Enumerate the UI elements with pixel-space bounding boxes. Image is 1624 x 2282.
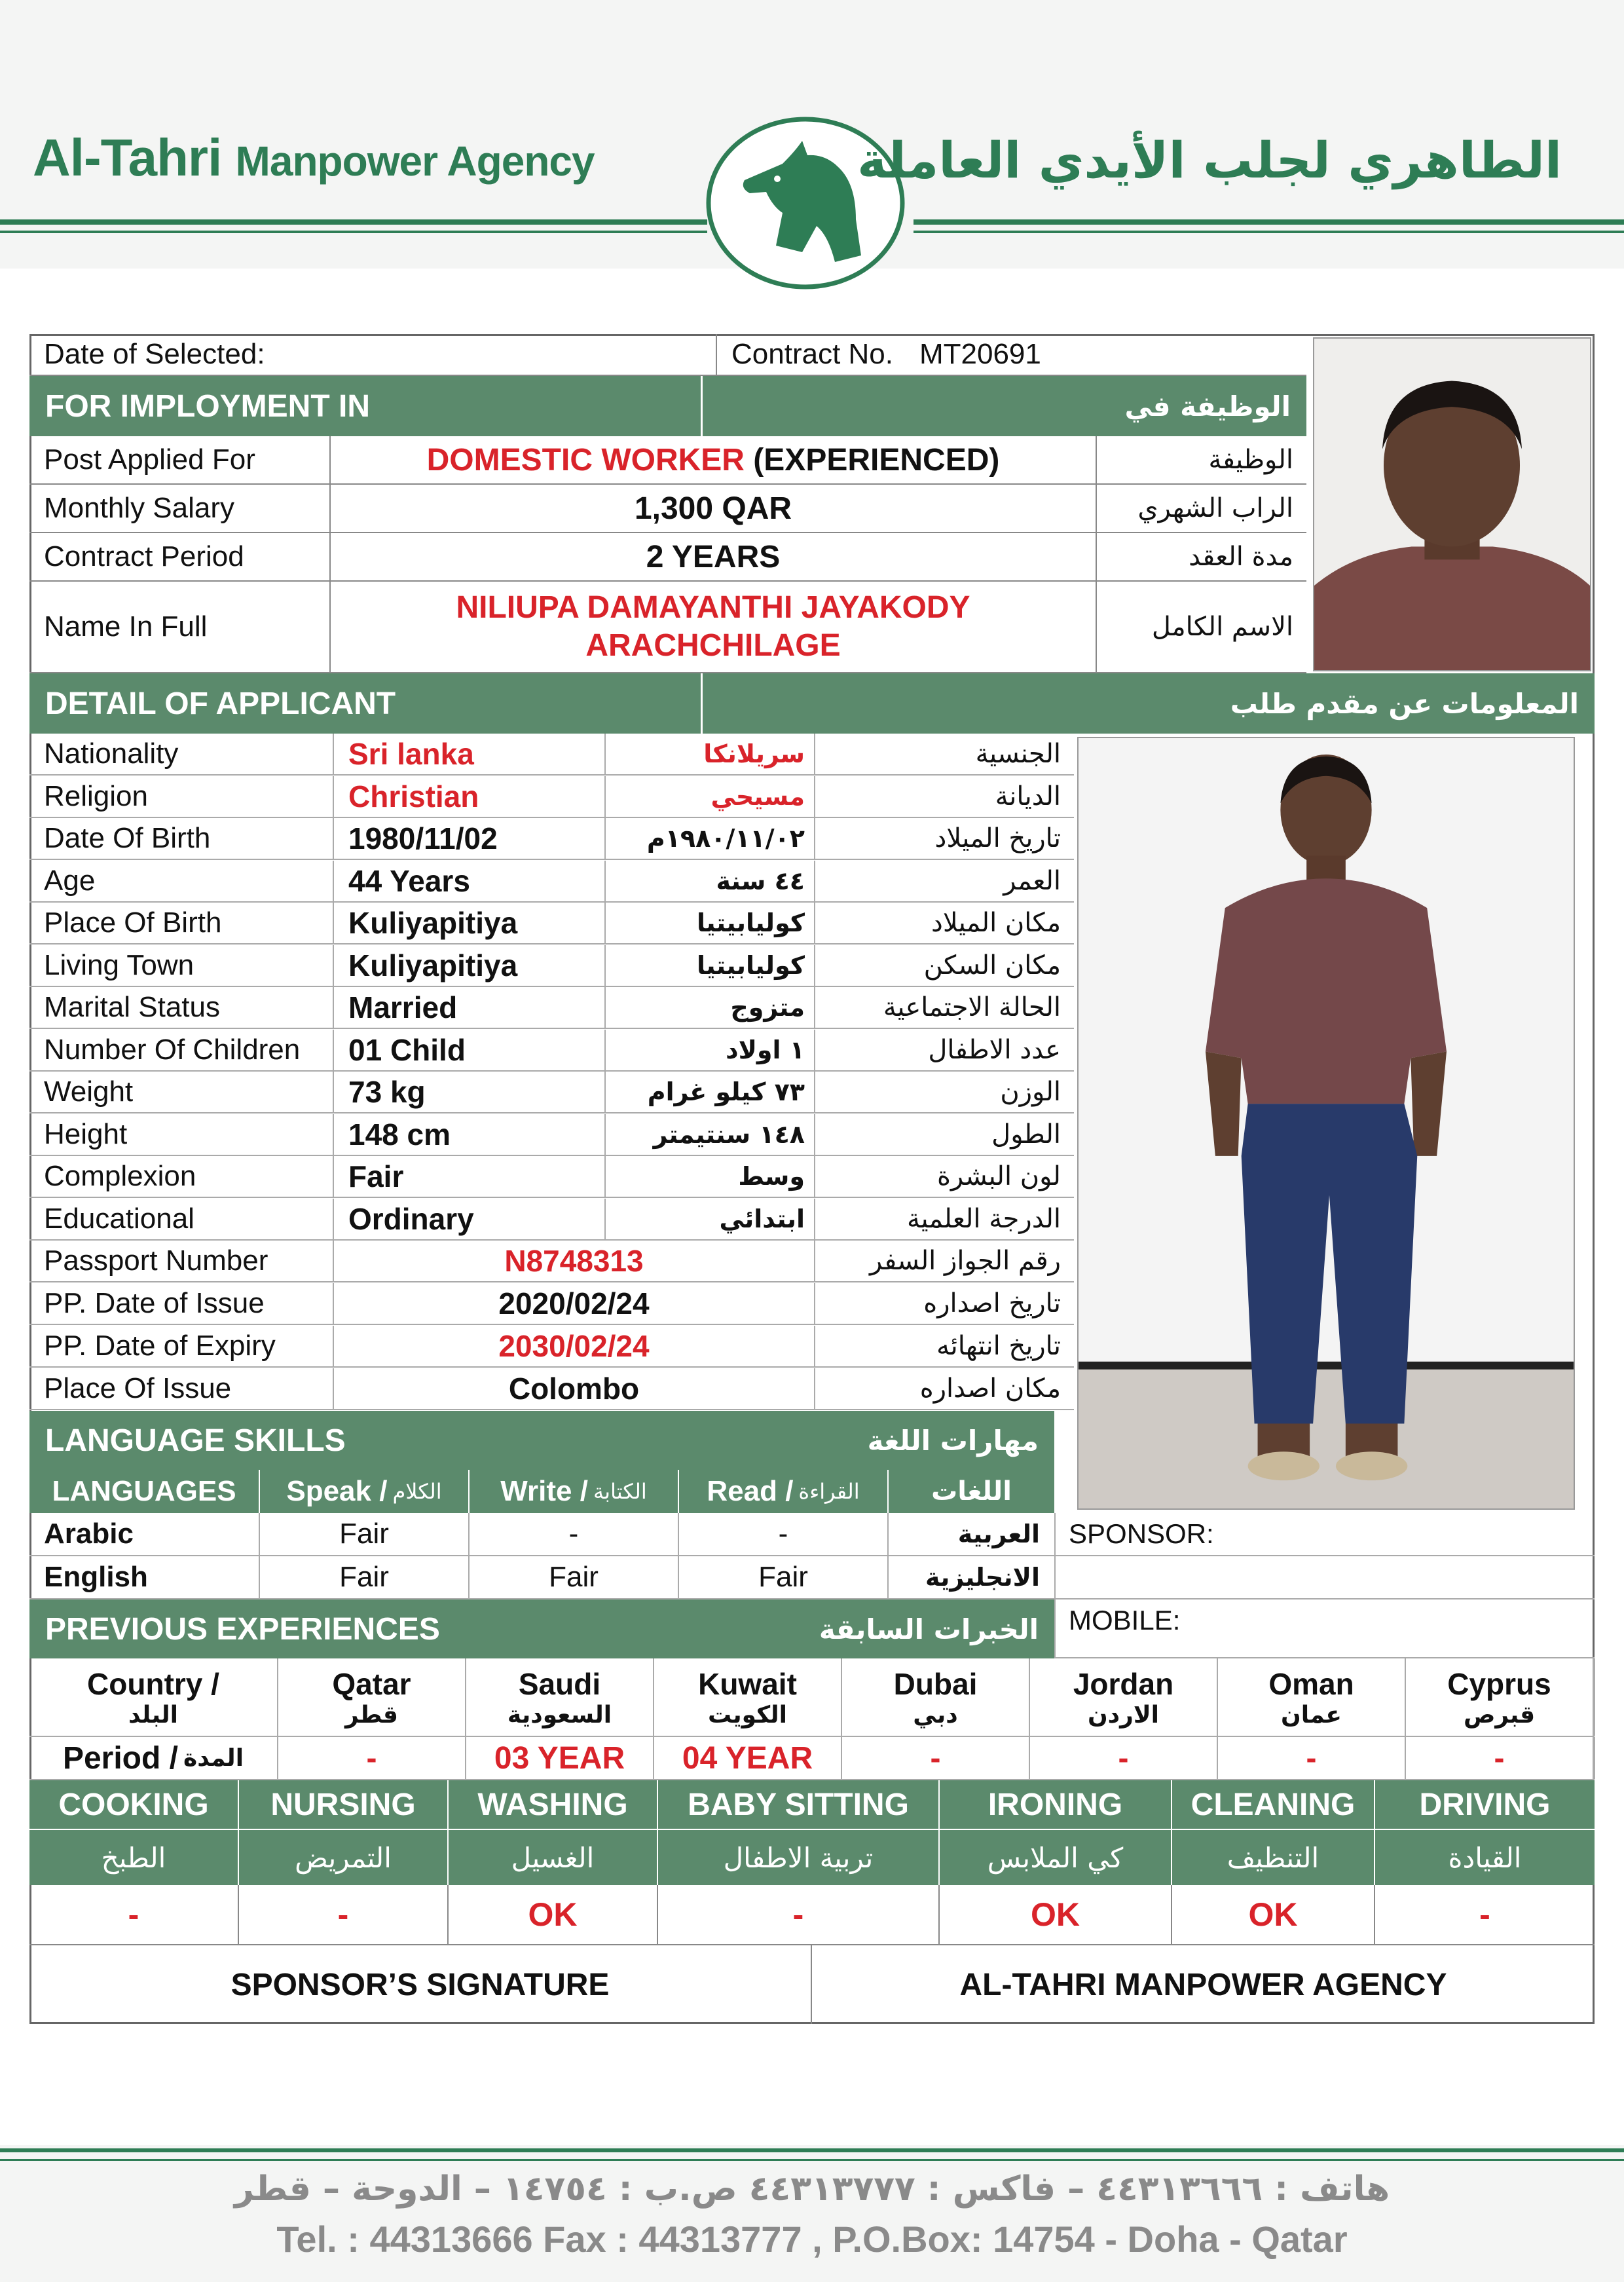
detail-label: Place Of Birth [29,903,334,943]
language-title: LANGUAGE SKILLS [45,1423,346,1458]
detail-label: Nationality [29,734,334,774]
detail-row [29,1199,1074,1241]
col-languages-ar: اللغات [931,1476,1012,1506]
detail-value: Christian [334,776,606,817]
country-cell [278,1658,466,1736]
post-value-main: DOMESTIC WORKER [426,442,745,477]
period-label-ar: المدة [183,1744,244,1772]
language-name: Arabic [29,1513,260,1555]
skills-header-ar [29,1829,1595,1885]
language-header [29,1411,1054,1470]
post-label: Post Applied For [29,436,331,483]
detail-value-ar: ١٩٨٠/١١/٠٢م [606,818,815,859]
skill-value: OK [940,1885,1172,1944]
agency-signature: AL-TAHRI MANPOWER AGENCY [959,1967,1447,2002]
contract-period-label: Contract Period [29,533,331,580]
detail-header [29,673,1595,734]
detail-label: Number Of Children [29,1030,334,1070]
country-label-ar: البلد [128,1701,179,1729]
country-name: Qatar [332,1666,411,1701]
skill-value: - [239,1885,449,1944]
brand-name-en [33,128,595,188]
salary-value: 1,300 QAR [331,485,1097,532]
header-rule [0,219,707,225]
detail-row [29,945,1074,987]
language-name-ar: الانجليزية [925,1563,1040,1592]
date-of-selected-label: Date of Selected: [29,334,717,375]
detail-label-ar: العمر [1003,865,1061,896]
country-cell [466,1658,654,1736]
passport-label-ar: رقم الجواز السفر [870,1246,1061,1276]
skills-header-en [29,1780,1595,1829]
skill-value: - [29,1885,239,1944]
header-rule [913,219,1624,225]
country-name: Kuwait [698,1666,797,1701]
brand-name-ar: الطاهري لجلب الأيدي العاملة [857,131,1562,189]
detail-value: Sri lanka [334,734,606,774]
salary-row [29,485,1306,533]
sponsor-field: SPONSOR: [1054,1513,1595,1556]
col-write [470,1470,679,1513]
language-title-ar: مهارات اللغة [867,1424,1039,1457]
passport-label: PP. Date of Expiry [29,1326,334,1366]
detail-value-ar: مسيحي [606,776,815,817]
post-label-ar: الوظيفة [1208,445,1293,475]
passport-label: PP. Date of Issue [29,1283,334,1324]
experience-title-ar: الخبرات السابقة [819,1613,1039,1645]
country-name: Jordan [1073,1666,1174,1701]
passport-label-ar: مكان اصداره [919,1374,1061,1404]
sponsor-field-blank [1054,1556,1595,1599]
detail-value: Kuliyapitiya [334,945,606,986]
skill-name-ar: الطبخ [29,1830,239,1885]
skill-value: OK [1172,1885,1375,1944]
detail-label-ar: عدد الاطفال [928,1034,1061,1065]
divider [701,376,703,436]
detail-label-ar: الديانة [995,781,1061,812]
detail-row [29,987,1074,1029]
language-name-ar: العربية [957,1520,1040,1548]
detail-row [29,776,1074,818]
period-value: 03 YEAR [466,1737,654,1779]
full-name-line2: ARACHCHILAGE [585,628,841,663]
skill-value: OK [449,1885,658,1944]
detail-label: Complexion [29,1156,334,1197]
country-name: Dubai [893,1666,978,1701]
speak-label: Speak / [286,1475,388,1507]
contract-label: Contract No. [731,338,893,370]
contract-field [717,334,1306,375]
country-name-ar: قبرص [1463,1701,1536,1729]
footer-rule [0,2148,1624,2152]
name-label-ar: الاسم الكامل [1151,612,1293,642]
contract-period-label-ar: مدة العقد [1189,542,1293,572]
detail-value-ar: ٧٣ كيلو غرام [606,1072,815,1112]
name-label: Name In Full [29,582,331,672]
skill-name: DRIVING [1419,1787,1551,1822]
read-label: Read / [707,1475,794,1507]
detail-label-ar: الحالة الاجتماعية [883,992,1061,1022]
country-cell [1406,1658,1594,1736]
detail-label: Marital Status [29,987,334,1028]
country-name: Saudi [518,1666,601,1701]
write-label: Write / [500,1475,588,1507]
detail-label: Living Town [29,945,334,986]
country-name-ar: الاردن [1087,1701,1160,1729]
detail-row [29,1114,1074,1156]
read-level: Fair [679,1556,889,1598]
country-cell [1030,1658,1218,1736]
speak-level: Fair [260,1513,470,1555]
speak-label-ar: الكلام [392,1479,442,1504]
skill-name: IRONING [940,1780,1172,1829]
passport-label: Place Of Issue [29,1368,334,1409]
country-name-ar: السعودية [507,1701,612,1729]
skill-name: BABY SITTING [658,1780,940,1829]
detail-label: Weight [29,1072,334,1112]
full-name-value [331,582,1097,672]
detail-value: 148 cm [334,1114,606,1155]
footer-contact-ar: هاتف : ٤٤٣١٣٦٦٦ – فاكس : ٤٤٣١٣٧٧٧ ص.ب : ١٤٧٥٤ – الدوحة – قطر [234,2169,1390,2209]
period-value: - [1218,1737,1406,1779]
contract-period-value: 2 YEARS [331,533,1097,580]
detail-value: 44 Years [334,861,606,901]
brand-main: Al-Tahri [33,128,222,187]
detail-label-ar: الجنسية [975,739,1061,769]
signature-row [29,1945,1595,2024]
skill-name: NURSING [239,1780,449,1829]
detail-value-ar: سريلانكا [606,734,815,774]
detail-label-ar: الطول [991,1119,1061,1150]
detail-row [29,734,1074,776]
country-cell [1218,1658,1406,1736]
country-label: Country / [87,1666,219,1701]
skills-values [29,1885,1595,1945]
footer [0,2145,1624,2282]
brand-sub: Manpower Agency [235,138,595,185]
header-rule [913,231,1624,233]
passport-value: Colombo [334,1368,815,1409]
detail-label: Educational [29,1199,334,1239]
experience-header [29,1599,1054,1658]
col-read [679,1470,889,1513]
skill-name: CLEANING [1172,1780,1375,1829]
full-name-line1: NILIUPA DAMAYANTHI JAYAKODY [456,590,970,625]
footer-rule [0,2159,1624,2161]
detail-label-ar: مكان الميلاد [931,908,1061,938]
detail-value: 73 kg [334,1072,606,1112]
period-value: - [278,1737,466,1779]
col-languages: LANGUAGES [29,1470,260,1513]
detail-label-ar: الدرجة العلمية [907,1203,1061,1234]
skill-name: COOKING [29,1780,239,1829]
divider [701,673,703,734]
detail-value-ar: ١ اولاد [606,1030,815,1070]
mobile-field: MOBILE: [1054,1599,1595,1658]
passport-row [29,1283,1074,1325]
write-label-ar: الكتابة [593,1479,647,1504]
skill-name-ar: تربية الاطفال [658,1830,940,1885]
skill-name-ar: كي الملابس [940,1830,1172,1885]
period-value: 04 YEAR [654,1737,842,1779]
detail-label-ar: الوزن [1000,1077,1061,1107]
skill-name-ar: الغسيل [449,1830,658,1885]
name-row [29,582,1306,673]
contract-number: MT20691 [919,338,1041,370]
detail-value: Married [334,987,606,1028]
employment-title-ar: الوظيفة في [1124,390,1291,422]
detail-row [29,1030,1074,1072]
detail-value-ar: كوليابيتيا [606,945,815,986]
country-name-ar: دبي [913,1701,958,1729]
detail-row [29,1072,1074,1113]
detail-value-ar: كوليابيتيا [606,903,815,943]
passport-row [29,1241,1074,1282]
passport-value: 2020/02/24 [334,1283,815,1324]
country-cell [842,1658,1030,1736]
skill-name-ar: القيادة [1448,1841,1522,1874]
read-level: - [679,1513,889,1555]
skill-name-ar: التنظيف [1172,1830,1375,1885]
employment-title: FOR IMPLOYMENT IN [45,388,370,424]
detail-value-ar: ٤٤ سنة [606,861,815,901]
post-row [29,436,1306,485]
language-name: English [29,1556,260,1598]
detail-value: 01 Child [334,1030,606,1070]
passport-value: N8748313 [334,1241,815,1281]
detail-row [29,1156,1074,1198]
detail-label: Religion [29,776,334,817]
period-label: Period / [62,1740,178,1776]
detail-label: Date Of Birth [29,818,334,859]
salary-label: Monthly Salary [29,485,331,532]
experience-periods [29,1737,1595,1780]
skill-value: - [1479,1896,1490,1933]
top-row [29,334,1306,376]
write-level: Fair [470,1556,679,1598]
period-value: - [1406,1737,1594,1779]
speak-level: Fair [260,1556,470,1598]
period-value: - [842,1737,1030,1779]
detail-row [29,818,1074,860]
detail-value: Ordinary [334,1199,606,1239]
contract-period-row [29,533,1306,582]
read-label-ar: القراءة [798,1479,860,1504]
detail-label: Height [29,1114,334,1155]
country-name: Oman [1268,1666,1354,1701]
passport-label-ar: تاريخ انتهائه [936,1331,1061,1361]
country-name-ar: الكويت [708,1701,787,1729]
footer-contact-en: Tel. : 44313666 Fax : 44313777 , P.O.Box: 14754 - Doha - Qatar [276,2218,1348,2260]
sponsor-signature: SPONSOR’S SIGNATURE [29,1945,812,2024]
detail-value: Kuliyapitiya [334,903,606,943]
detail-value-ar: ١٤٨ سنتيمتر [606,1114,815,1155]
detail-value: 1980/11/02 [334,818,606,859]
passport-label-ar: تاريخ اصداره [923,1288,1061,1319]
employment-header [29,376,1306,436]
passport-label: Passport Number [29,1241,334,1281]
skill-value: - [658,1885,940,1944]
detail-title: DETAIL OF APPLICANT [45,686,396,721]
header-rule [0,231,707,233]
skill-name: WASHING [449,1780,658,1829]
write-level: - [470,1513,679,1555]
detail-value: Fair [334,1156,606,1197]
detail-row [29,903,1074,945]
country-label-cell [29,1658,278,1736]
salary-label-ar: الراب الشهري [1137,493,1293,523]
detail-label-ar: تاريخ الميلاد [934,823,1061,853]
experience-title: PREVIOUS EXPERIENCES [45,1611,440,1647]
language-row-english [29,1556,1054,1599]
passport-value: 2030/02/24 [334,1326,815,1366]
full-body-photo [1077,737,1575,1510]
post-value [331,436,1097,483]
detail-label-ar: مكان السكن [923,950,1061,981]
detail-row [29,861,1074,903]
country-name-ar: قطر [344,1701,399,1729]
portrait-photo [1313,337,1591,671]
detail-value-ar: ابتدائي [606,1199,815,1239]
country-name: Cyprus [1447,1666,1551,1701]
detail-label: Age [29,861,334,901]
skill-name-ar: التمريض [239,1830,449,1885]
country-cell [654,1658,842,1736]
post-value-qualifier: (EXPERIENCED) [744,442,1000,477]
col-speak [260,1470,470,1513]
period-value: - [1030,1737,1218,1779]
detail-value-ar: وسط [606,1156,815,1197]
detail-title-ar: المعلومات عن مقدم طلب [1230,687,1579,720]
passport-row [29,1368,1074,1410]
detail-value-ar: متزوج [606,987,815,1028]
experience-countries [29,1658,1595,1737]
country-name-ar: عمان [1281,1701,1342,1729]
period-label-cell [29,1737,278,1779]
passport-row [29,1326,1074,1368]
language-row-arabic [29,1513,1054,1556]
detail-label-ar: لون البشرة [936,1161,1061,1191]
language-table-header [29,1470,1054,1513]
